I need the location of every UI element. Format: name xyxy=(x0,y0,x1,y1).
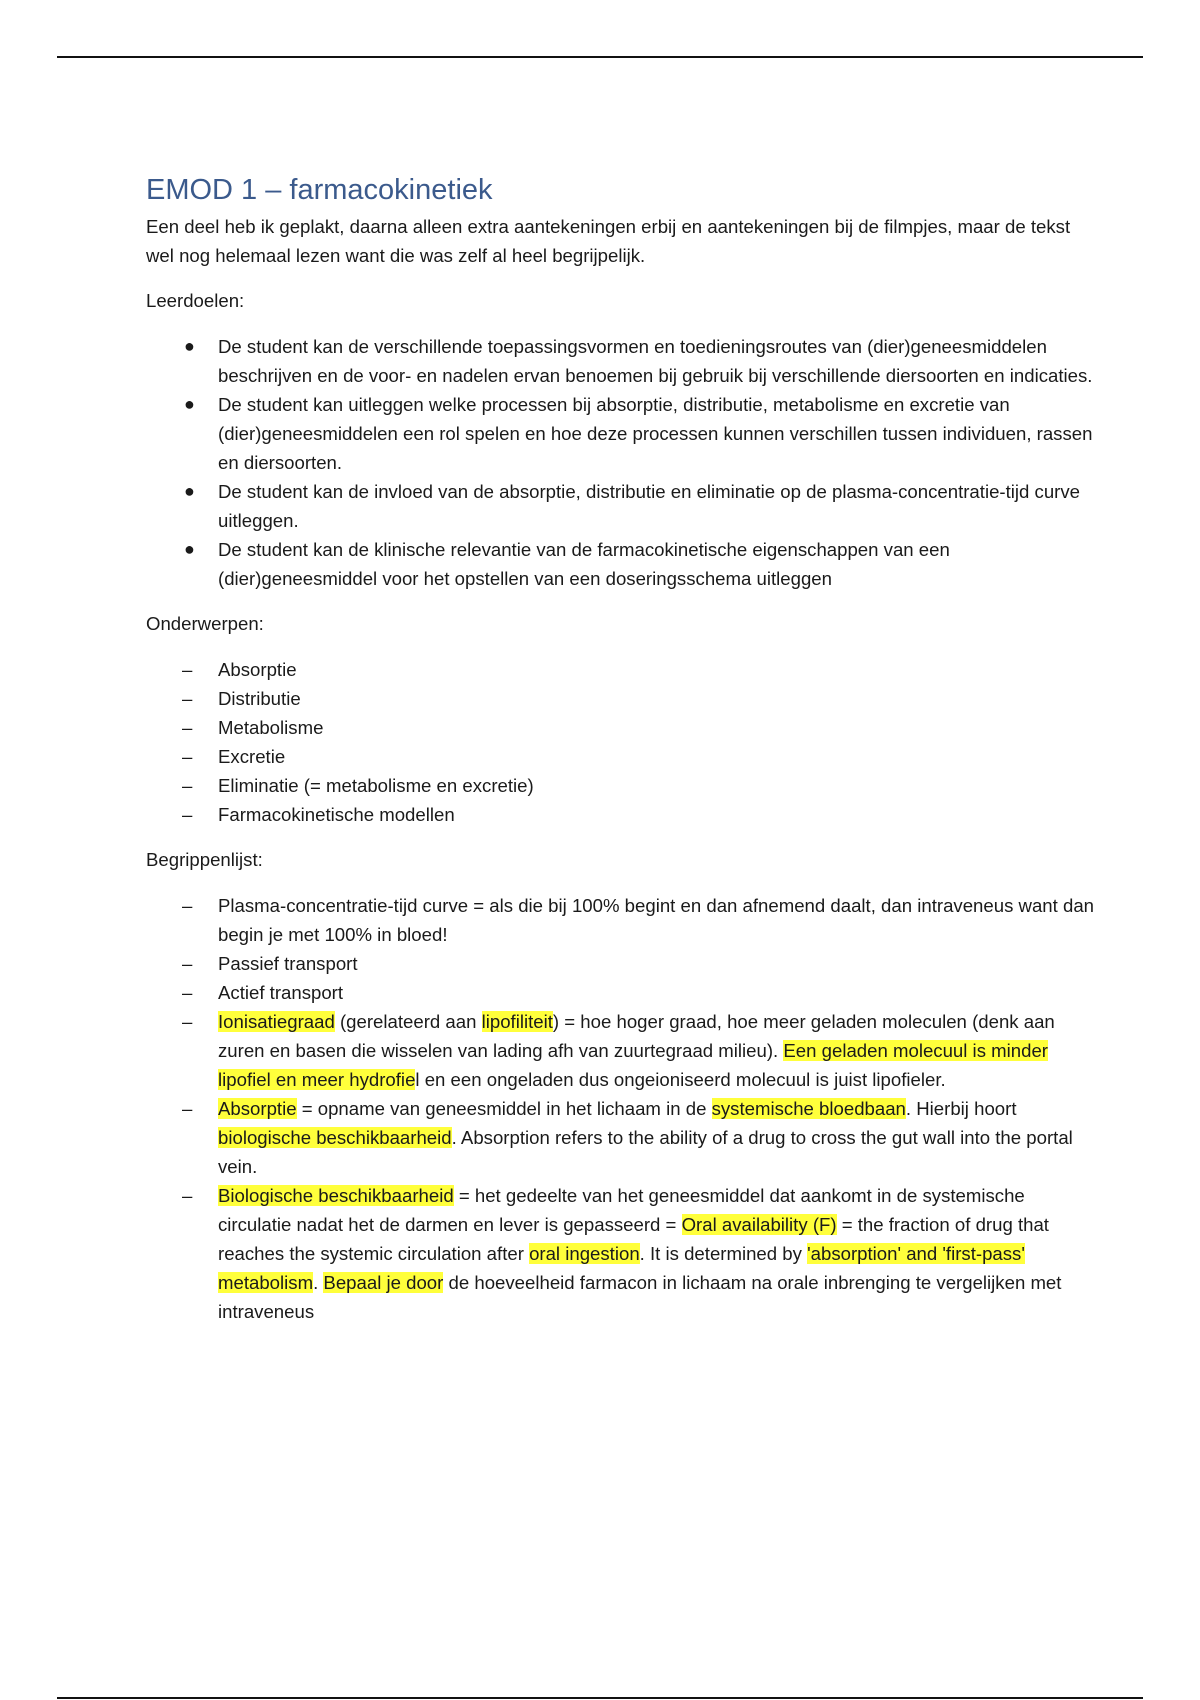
dash-icon: – xyxy=(182,688,193,709)
list-item: – Farmacokinetische modellen xyxy=(146,800,1096,829)
term-absorptie: – Absorptie = opname van geneesmiddel in het lichaam in de systemische bloedbaan. Hierbij hoort biologische beschikbaarheid. Absorption refers to the ability of a drug to cross the gut wall into the portal vein. xyxy=(146,1094,1096,1181)
term-biologische-beschikbaarheid: – Biologische beschikbaarheid = het gedeelte van het geneesmiddel dat aankomt in de systemische circulatie nadat het de darmen en lever is gepasseerd = Oral availability (F) = the fraction of drug that reaches the systemic circulation after oral ingestion. It is determined by 'absorption' and 'first-pass' metabolism. Bepaal je door de hoeveelheid farmacon in lichaam na orale inbrenging te vergelijken met intraveneus xyxy=(146,1181,1096,1326)
list-item: ● De student kan uitleggen welke processen bij absorptie, distributie, metabolisme en excretie van (dier)geneesmiddelen een rol spelen en hoe deze processen kunnen verschillen tussen individuen, rassen en diersoorten. xyxy=(146,390,1096,477)
bullet-icon: ● xyxy=(184,394,195,414)
onderwerpen-list xyxy=(146,655,1096,829)
intro-paragraph: Een deel heb ik geplakt, daarna alleen extra aantekeningen erbij en aantekeningen bij de filmpjes, maar de tekst wel nog helemaal lezen want die was zelf al heel begrijpelijk. xyxy=(146,216,1071,266)
highlight: 'absorption' and 'first-pass' metabolism xyxy=(218,1243,1025,1293)
term-plasma-curve: – Plasma-concentratie-tijd curve = als die bij 100% begint en dan afnemend daalt, dan intraveneus want dan begin je met 100% in bloed! xyxy=(146,891,1096,949)
list-item: ● De student kan de invloed van de absorptie, distributie en eliminatie op de plasma-concentratie-tijd curve uitleggen. xyxy=(146,477,1096,535)
bullet-icon: ● xyxy=(184,336,195,356)
term-ionisatiegraad: – Ionisatiegraad (gerelateerd aan lipofiliteit) = hoe hoger graad, hoe meer geladen moleculen (denk aan zuren en basen die wisselen van lading afh van zuurtegraad milieu). Een geladen molecuul is minder lipofiel en meer hydrofiel en een ongeladen dus ongeioniseerd molecuul is juist lipofieler. xyxy=(146,1007,1096,1094)
dash-icon: – xyxy=(182,775,193,796)
begrippenlijst-list xyxy=(146,891,1096,1326)
list-item: – Absorptie xyxy=(146,655,1096,684)
dash-icon: – xyxy=(182,659,193,680)
begrippenlijst-heading: Begrippenlijst: xyxy=(146,849,263,870)
highlight: Absorptie xyxy=(218,1098,297,1119)
leerdoelen-heading: Leerdoelen: xyxy=(146,290,245,311)
onderwerpen-heading: Onderwerpen: xyxy=(146,613,264,634)
page-title: EMOD 1 – farmacokinetiek xyxy=(146,174,493,206)
footer-rule xyxy=(57,1697,1143,1699)
dash-icon: – xyxy=(182,982,193,1003)
header-rule xyxy=(57,56,1143,58)
highlight: Biologische beschikbaarheid xyxy=(218,1185,454,1206)
highlight: Een geladen molecuul is minder lipofiel en meer hydrofie xyxy=(218,1040,1048,1090)
dash-icon: – xyxy=(182,895,193,916)
list-item: – Eliminatie (= metabolisme en excretie) xyxy=(146,771,1096,800)
list-item: ● De student kan de verschillende toepassingsvormen en toedieningsroutes van (dier)geneesmiddelen beschrijven en de voor- en nadelen ervan benoemen bij gebruik bij verschillende diersoorten en indicaties. xyxy=(146,332,1096,390)
document-body xyxy=(146,168,1096,1326)
dash-icon: – xyxy=(182,746,193,767)
dash-icon: – xyxy=(182,804,193,825)
dash-icon: – xyxy=(182,1185,193,1206)
dash-icon: – xyxy=(182,1011,193,1032)
highlight: biologische beschikbaarheid xyxy=(218,1127,452,1148)
highlight: Ionisatiegraad xyxy=(218,1011,335,1032)
bullet-icon: ● xyxy=(184,539,195,559)
list-item: – Excretie xyxy=(146,742,1096,771)
list-item: ● De student kan de klinische relevantie van de farmacokinetische eigenschappen van een (dier)geneesmiddel voor het opstellen van een doseringsschema uitleggen xyxy=(146,535,1096,593)
highlight: Oral availability (F) xyxy=(681,1214,837,1235)
highlight: systemische bloedbaan xyxy=(711,1098,906,1119)
list-item: – Metabolisme xyxy=(146,713,1096,742)
dash-icon: – xyxy=(182,953,193,974)
term-actief-transport: – Actief transport xyxy=(146,978,1096,1007)
highlight: oral ingestion xyxy=(529,1243,640,1264)
dash-icon: – xyxy=(182,1098,193,1119)
list-item: – Distributie xyxy=(146,684,1096,713)
dash-icon: – xyxy=(182,717,193,738)
bullet-icon: ● xyxy=(184,481,195,501)
term-passief-transport: – Passief transport xyxy=(146,949,1096,978)
highlight: lipofiliteit xyxy=(481,1011,553,1032)
highlight: Bepaal je door xyxy=(323,1272,444,1293)
leerdoelen-list xyxy=(146,332,1096,593)
